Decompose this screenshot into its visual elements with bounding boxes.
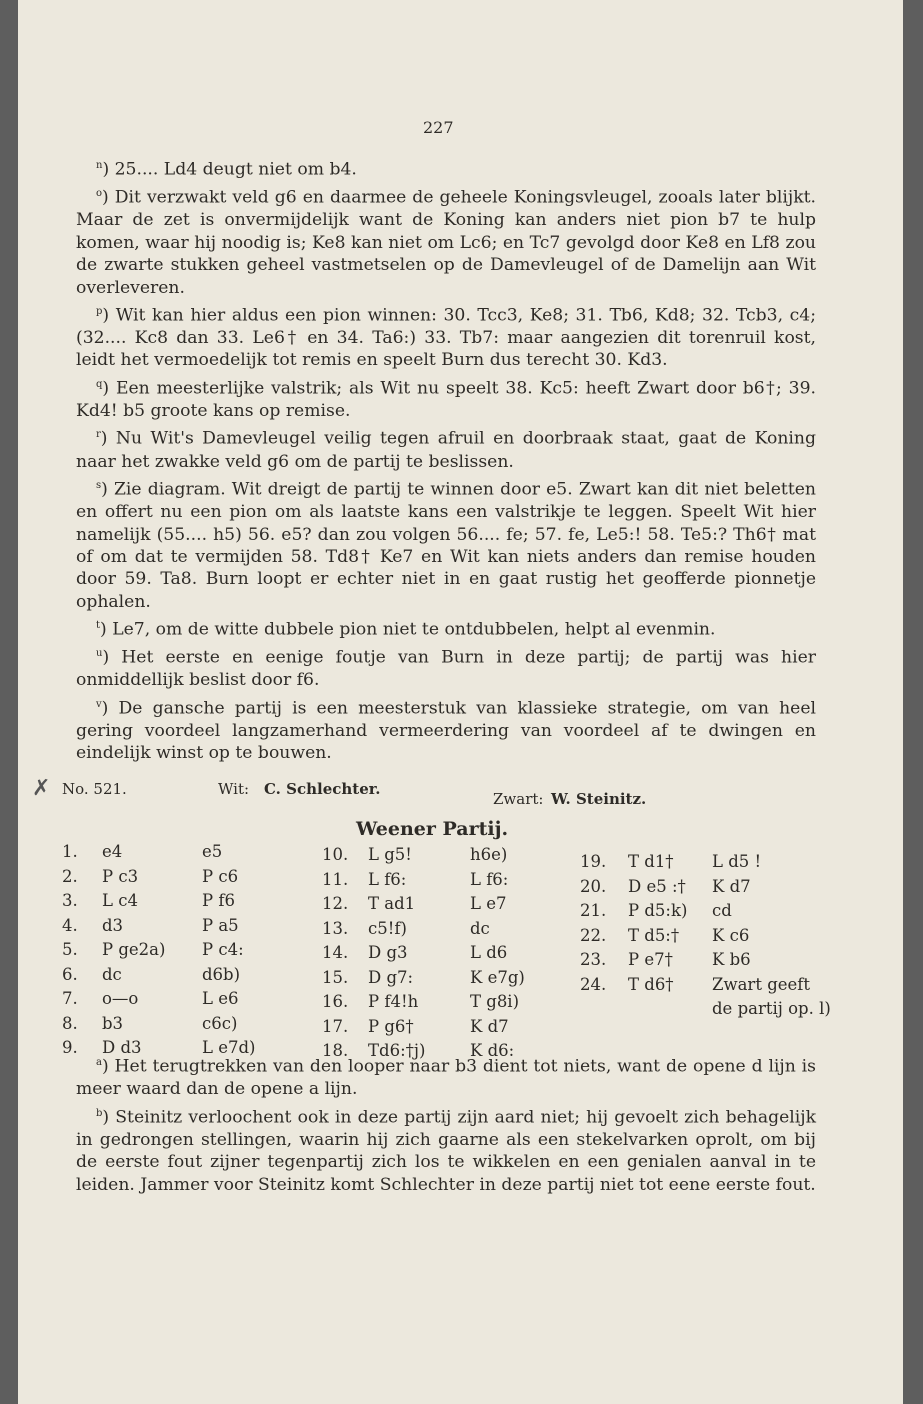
game-footnotes (76, 1052, 816, 1198)
move-row (580, 948, 820, 973)
moves-column-1 (62, 840, 282, 1061)
note-n: $^n$) 25.... Ld4 deugt niet om b4. (96, 159, 357, 180)
move-number: 2. (62, 866, 78, 886)
move-number: 14. (322, 943, 349, 962)
move-row (580, 997, 831, 1022)
white-move: b3 (102, 1013, 124, 1033)
black-move: K b6 (712, 950, 751, 969)
black-move: h6e) (470, 845, 508, 864)
note-v: $^v$) De gansche partij is een meesterstuk van klassieke strategie, om van heel gering voordeel langzamerhand vermeerdering van voordeel af te dwingen en eindelijk winst op te bouwen. (76, 698, 816, 764)
black-move: P c4: (202, 940, 244, 959)
move-row (322, 843, 542, 868)
black-move: T g8i) (470, 992, 520, 1011)
black-move: L e7 (470, 894, 507, 913)
move-number: 19. (580, 852, 607, 871)
note-u: $^u$) Het eerste en eenige foutje van Burn in deze partij; de partij was hier onmiddellijk beslist door f6. (76, 648, 817, 691)
move-row (62, 914, 282, 939)
white-player: C. Schlechter. (264, 780, 381, 798)
move-row (580, 899, 820, 924)
move-row (580, 850, 820, 875)
move-row (322, 941, 542, 966)
move-number: 7. (62, 989, 78, 1008)
page-number: 227 (423, 118, 454, 137)
black-move: c6c) (202, 1013, 238, 1033)
white-move: T d1† (628, 852, 674, 871)
move-number: 24. (580, 974, 607, 994)
move-row (62, 963, 282, 988)
white-move: e4 (102, 842, 123, 861)
note-t: $^t$) Le7, om de witte dubbele pion niet te ontdubbelen, helpt al evenmin. (96, 619, 716, 640)
white-move: d3 (102, 915, 124, 935)
move-number: 21. (580, 901, 607, 920)
move-row (322, 1015, 542, 1040)
move-row (62, 1012, 282, 1037)
black-move: P f6 (202, 891, 235, 910)
black-move: L f6: (470, 869, 509, 889)
note-o: $^o$) Dit verzwakt veld g6 en daarmee de geheele Koningsvleugel, zooals later blijkt. Maar de zet is onvermijdelijk want de Koning kan anders niet pion b7 te hulp komen, waar hij noodig is; Ke8 kan niet om Lc6; en Tc7 gevolgd door Ke8 en Lf8 zou de zwarte stukken geheel vastmetselen op de Damevleugel of de Damelijn aan Wit overleveren. (76, 187, 816, 298)
move-row (580, 875, 820, 900)
white-move: D e5 :† (628, 876, 686, 896)
black-move: d6b) (202, 964, 241, 984)
black-label: Zwart: (493, 790, 544, 808)
black-move: e5 (202, 842, 223, 861)
move-row (580, 973, 820, 998)
white-move: P g6† (368, 1016, 414, 1036)
move-row (322, 917, 542, 942)
white-move: c5!f) (368, 918, 407, 938)
white-label: Wit: (218, 780, 250, 798)
move-row (322, 966, 542, 991)
white-move: P f4!h (368, 992, 419, 1011)
move-number: 10. (322, 845, 349, 864)
move-row (62, 889, 282, 914)
move-number: 12. (322, 894, 349, 913)
move-number: 1. (62, 842, 78, 861)
game-number: No. 521. (62, 780, 127, 798)
move-number: 8. (62, 1013, 78, 1033)
white-move: Td6:†j) (368, 1041, 426, 1060)
white-move: T ad1 (368, 894, 416, 913)
black-player: W. Steinitz. (551, 790, 647, 808)
move-number: 18. (322, 1041, 349, 1060)
white-move: D g7: (368, 967, 414, 987)
white-move: P ge2a) (102, 940, 166, 959)
move-row (322, 868, 542, 893)
annotation-notes (76, 155, 816, 767)
move-number: 17. (322, 1016, 349, 1036)
move-row (322, 990, 542, 1015)
black-move: K d7 (470, 1016, 509, 1036)
note-p: $^p$) Wit kan hier aldus een pion winnen: 30. Tcc3, Ke8; 31. Tb6, Kd8; 32. Tcb3, c4; (32.... Kc8 dan 33. Le6† en 34. Ta6:) 33. Tb7: maar aangezien dit torenruil kost, leidt het vermoedelijk tot remis en speelt Burn dus terecht 30. Kd3. (76, 305, 817, 371)
pencil-cross-mark: ✗ (32, 776, 51, 801)
move-row (62, 938, 282, 963)
white-move: P c3 (102, 866, 139, 886)
black-move: L d6 (470, 943, 508, 962)
black-move: K d7 (712, 876, 751, 896)
move-number: 16. (322, 992, 349, 1011)
move-row (62, 865, 282, 890)
moves-column-2 (322, 843, 542, 1064)
black-move: L d5 ! (712, 852, 762, 871)
move-row (62, 840, 282, 865)
note-q: $^q$) Een meesterlijke valstrik; als Wit nu speelt 38. Kc5: heeft Zwart door b6†; 39. Kd4! b5 groote kans op remise. (76, 378, 816, 421)
move-row (580, 924, 820, 949)
move-number: 6. (62, 964, 78, 984)
white-move: o—o (102, 989, 139, 1008)
game-title: Weener Partij. (356, 818, 509, 840)
book-page (18, 0, 903, 1404)
move-number: 22. (580, 925, 607, 945)
move-row (322, 892, 542, 917)
move-number: 3. (62, 891, 78, 910)
black-move: L e7d) (202, 1038, 256, 1057)
footnote-a: $^a$) Het terugtrekken van den looper naar b3 dient tot niets, want de opene d lijn is meer waard dan de opene a lijn. (76, 1056, 817, 1100)
black-move: P a5 (202, 915, 239, 935)
footnote-b: $^b$) Steinitz verloochent ook in deze partij zijn aard niet; hij gevoelt zich behagelijk in gedrongen stellingen, waarin hij zich gaarne als een stekelvarken oprolt, om bij de eerste fout zijner tegenpartij zich los te wikkelen en een genialen aanval in te leiden. Jammer voor Steinitz komt Schlechter in deze partij niet tot eene eerste fout. (76, 1107, 816, 1195)
white-move: dc (102, 964, 122, 984)
note-s: $^s$) Zie diagram. Wit dreigt de partij te winnen door e5. Zwart kan dit niet beletten en offert nu een pion om als laatste kans een valstrikje te leggen. Speelt Wit hier namelijk (55.... h5) 56. e5? dan zou volgen 56.... fe; 57. fe, Le5:! 58. Te5:? Th6† mat of om dat te vermijden 58. Td8† Ke7 en Wit kan niets anders dan remise houden door 59. Ta8. Burn loopt er echter niet in en gaat rustig het geofferde pionnetje ophalen. (76, 479, 816, 612)
black-move: Zwart geeft (712, 974, 811, 994)
white-move: P d5:k) (628, 901, 688, 920)
white-move: T d5:† (628, 925, 680, 945)
move-row (62, 987, 282, 1012)
white-move: D g3 (368, 943, 408, 962)
black-move: de partij op. l) (712, 999, 831, 1018)
white-move: T d6† (628, 974, 674, 994)
white-move: P e7† (628, 950, 673, 969)
white-move: L g5! (368, 845, 412, 864)
move-number: 9. (62, 1038, 78, 1057)
black-move: P c6 (202, 866, 239, 886)
black-move: dc (470, 918, 490, 938)
move-number: 23. (580, 950, 607, 969)
white-move: L c4 (102, 891, 138, 910)
black-move: L e6 (202, 989, 239, 1008)
move-number: 13. (322, 918, 349, 938)
note-r: $^r$) Nu Wit's Damevleugel veilig tegen afruil en doorbraak staat, gaat de Koning naar het zwakke veld g6 om de partij te beslissen. (76, 429, 816, 472)
move-number: 11. (322, 869, 349, 889)
moves-column-3 (580, 850, 831, 1022)
move-number: 4. (62, 915, 78, 935)
white-move: L f6: (368, 869, 407, 889)
white-move: D d3 (102, 1038, 142, 1057)
black-move: K e7g) (470, 967, 525, 987)
move-number: 15. (322, 967, 349, 987)
black-move: K c6 (712, 925, 750, 945)
move-number: 5. (62, 940, 78, 959)
move-number: 20. (580, 876, 607, 896)
black-move: cd (712, 901, 732, 920)
black-move: K d6: (470, 1041, 515, 1060)
